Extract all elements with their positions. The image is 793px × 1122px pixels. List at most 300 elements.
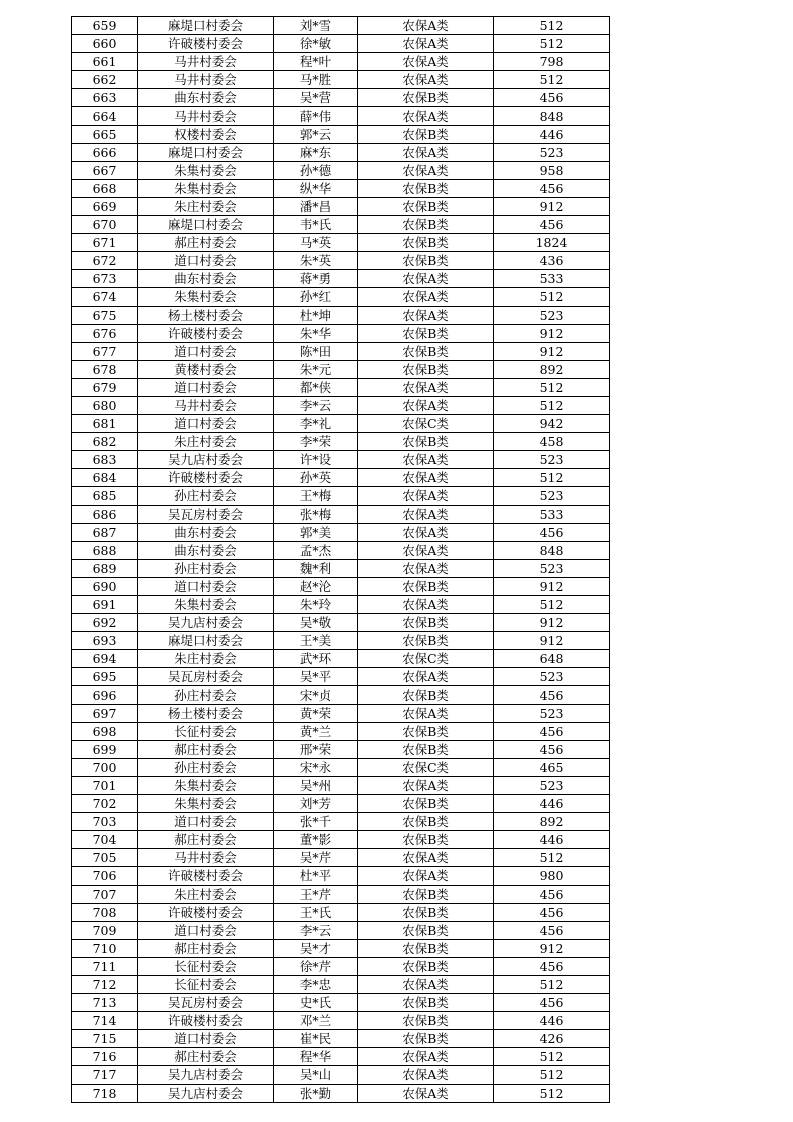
person-name-cell: 薛*伟 [274, 107, 358, 125]
person-name-cell: 董*影 [274, 831, 358, 849]
amount-cell: 458 [494, 433, 610, 451]
table-row [72, 975, 610, 993]
row-number-cell: 706 [72, 867, 138, 885]
insurance-category-cell: 农保A类 [358, 270, 494, 288]
person-name-cell: 纵*华 [274, 179, 358, 197]
village-committee-cell: 杨土楼村委会 [138, 704, 274, 722]
person-name-cell: 马*胜 [274, 71, 358, 89]
person-name-cell: 陈*田 [274, 342, 358, 360]
row-number-cell: 682 [72, 433, 138, 451]
table-row [72, 776, 610, 794]
person-name-cell: 李*荣 [274, 433, 358, 451]
row-number-cell: 703 [72, 813, 138, 831]
amount-cell: 512 [494, 975, 610, 993]
amount-cell: 512 [494, 849, 610, 867]
roster-table [71, 16, 610, 1103]
village-committee-cell: 杨土楼村委会 [138, 306, 274, 324]
person-name-cell: 孟*杰 [274, 541, 358, 559]
insurance-category-cell: 农保A类 [358, 1048, 494, 1066]
insurance-category-cell: 农保A类 [358, 396, 494, 414]
person-name-cell: 吴*州 [274, 776, 358, 794]
amount-cell: 456 [494, 686, 610, 704]
person-name-cell: 吴*山 [274, 1066, 358, 1084]
amount-cell: 512 [494, 35, 610, 53]
row-number-cell: 715 [72, 1030, 138, 1048]
insurance-category-cell: 农保A类 [358, 378, 494, 396]
table-row [72, 35, 610, 53]
insurance-category-cell: 农保A类 [358, 71, 494, 89]
person-name-cell: 张*千 [274, 813, 358, 831]
village-committee-cell: 朱庄村委会 [138, 433, 274, 451]
insurance-category-cell: 农保B类 [358, 885, 494, 903]
insurance-category-cell: 农保B类 [358, 1030, 494, 1048]
amount-cell: 446 [494, 125, 610, 143]
table-row [72, 324, 610, 342]
village-committee-cell: 郝庄村委会 [138, 831, 274, 849]
amount-cell: 512 [494, 469, 610, 487]
insurance-category-cell: 农保A类 [358, 469, 494, 487]
table-row [72, 523, 610, 541]
village-committee-cell: 吴瓦房村委会 [138, 668, 274, 686]
person-name-cell: 李*忠 [274, 975, 358, 993]
amount-cell: 512 [494, 396, 610, 414]
table-row [72, 487, 610, 505]
insurance-category-cell: 农保A类 [358, 596, 494, 614]
table-row [72, 632, 610, 650]
table-row [72, 1030, 610, 1048]
person-name-cell: 孙*红 [274, 288, 358, 306]
person-name-cell: 崔*民 [274, 1030, 358, 1048]
amount-cell: 912 [494, 197, 610, 215]
village-committee-cell: 马井村委会 [138, 53, 274, 71]
table-row [72, 288, 610, 306]
person-name-cell: 朱*元 [274, 360, 358, 378]
village-committee-cell: 马井村委会 [138, 71, 274, 89]
amount-cell: 456 [494, 179, 610, 197]
row-number-cell: 705 [72, 849, 138, 867]
amount-cell: 512 [494, 1048, 610, 1066]
person-name-cell: 王*芹 [274, 885, 358, 903]
row-number-cell: 709 [72, 921, 138, 939]
insurance-category-cell: 农保B类 [358, 89, 494, 107]
amount-cell: 456 [494, 89, 610, 107]
amount-cell: 523 [494, 559, 610, 577]
row-number-cell: 696 [72, 686, 138, 704]
person-name-cell: 李*云 [274, 396, 358, 414]
table-row [72, 704, 610, 722]
insurance-category-cell: 农保B类 [358, 1012, 494, 1030]
table-row [72, 1084, 610, 1102]
person-name-cell: 李*礼 [274, 415, 358, 433]
amount-cell: 958 [494, 161, 610, 179]
table-row [72, 867, 610, 885]
person-name-cell: 程*华 [274, 1048, 358, 1066]
village-committee-cell: 权楼村委会 [138, 125, 274, 143]
insurance-category-cell: 农保C类 [358, 758, 494, 776]
village-committee-cell: 吴九店村委会 [138, 1066, 274, 1084]
village-committee-cell: 孙庄村委会 [138, 487, 274, 505]
village-committee-cell: 朱集村委会 [138, 179, 274, 197]
insurance-category-cell: 农保B类 [358, 686, 494, 704]
row-number-cell: 688 [72, 541, 138, 559]
insurance-category-cell: 农保B类 [358, 197, 494, 215]
insurance-category-cell: 农保B类 [358, 360, 494, 378]
village-committee-cell: 孙庄村委会 [138, 559, 274, 577]
amount-cell: 446 [494, 831, 610, 849]
insurance-category-cell: 农保B类 [358, 324, 494, 342]
row-number-cell: 694 [72, 650, 138, 668]
person-name-cell: 王*美 [274, 632, 358, 650]
row-number-cell: 714 [72, 1012, 138, 1030]
row-number-cell: 674 [72, 288, 138, 306]
person-name-cell: 武*环 [274, 650, 358, 668]
roster-rows [72, 17, 610, 1103]
village-committee-cell: 长征村委会 [138, 957, 274, 975]
table-row [72, 885, 610, 903]
insurance-category-cell: 农保B类 [358, 921, 494, 939]
person-name-cell: 潘*昌 [274, 197, 358, 215]
amount-cell: 912 [494, 614, 610, 632]
person-name-cell: 王*梅 [274, 487, 358, 505]
person-name-cell: 王*氏 [274, 903, 358, 921]
table-row [72, 614, 610, 632]
row-number-cell: 680 [72, 396, 138, 414]
amount-cell: 465 [494, 758, 610, 776]
row-number-cell: 697 [72, 704, 138, 722]
amount-cell: 456 [494, 216, 610, 234]
person-name-cell: 朱*玲 [274, 596, 358, 614]
insurance-category-cell: 农保B类 [358, 342, 494, 360]
person-name-cell: 黄*兰 [274, 722, 358, 740]
insurance-category-cell: 农保A类 [358, 559, 494, 577]
amount-cell: 426 [494, 1030, 610, 1048]
insurance-category-cell: 农保A类 [358, 161, 494, 179]
village-committee-cell: 许破楼村委会 [138, 35, 274, 53]
person-name-cell: 李*云 [274, 921, 358, 939]
person-name-cell: 孙*德 [274, 161, 358, 179]
person-name-cell: 刘*芳 [274, 795, 358, 813]
person-name-cell: 韦*氏 [274, 216, 358, 234]
village-committee-cell: 道口村委会 [138, 813, 274, 831]
row-number-cell: 692 [72, 614, 138, 632]
village-committee-cell: 道口村委会 [138, 342, 274, 360]
row-number-cell: 670 [72, 216, 138, 234]
row-number-cell: 679 [72, 378, 138, 396]
insurance-category-cell: 农保A类 [358, 1066, 494, 1084]
table-row [72, 668, 610, 686]
insurance-category-cell: 农保C类 [358, 650, 494, 668]
amount-cell: 912 [494, 324, 610, 342]
village-committee-cell: 郝庄村委会 [138, 234, 274, 252]
amount-cell: 446 [494, 795, 610, 813]
amount-cell: 848 [494, 541, 610, 559]
person-name-cell: 郭*云 [274, 125, 358, 143]
insurance-category-cell: 农保B类 [358, 577, 494, 595]
table-row [72, 758, 610, 776]
amount-cell: 798 [494, 53, 610, 71]
person-name-cell: 马*英 [274, 234, 358, 252]
village-committee-cell: 许破楼村委会 [138, 1012, 274, 1030]
amount-cell: 523 [494, 306, 610, 324]
row-number-cell: 707 [72, 885, 138, 903]
table-row [72, 270, 610, 288]
amount-cell: 456 [494, 722, 610, 740]
table-row [72, 686, 610, 704]
row-number-cell: 685 [72, 487, 138, 505]
village-committee-cell: 朱庄村委会 [138, 197, 274, 215]
amount-cell: 912 [494, 632, 610, 650]
amount-cell: 456 [494, 921, 610, 939]
row-number-cell: 681 [72, 415, 138, 433]
amount-cell: 648 [494, 650, 610, 668]
person-name-cell: 吴*平 [274, 668, 358, 686]
insurance-category-cell: 农保B类 [358, 957, 494, 975]
village-committee-cell: 道口村委会 [138, 378, 274, 396]
table-row [72, 849, 610, 867]
row-number-cell: 708 [72, 903, 138, 921]
insurance-category-cell: 农保B类 [358, 795, 494, 813]
village-committee-cell: 朱集村委会 [138, 795, 274, 813]
amount-cell: 512 [494, 71, 610, 89]
person-name-cell: 徐*敏 [274, 35, 358, 53]
village-committee-cell: 朱集村委会 [138, 288, 274, 306]
table-row [72, 252, 610, 270]
insurance-category-cell: 农保B类 [358, 722, 494, 740]
village-committee-cell: 许破楼村委会 [138, 867, 274, 885]
row-number-cell: 700 [72, 758, 138, 776]
person-name-cell: 麻*东 [274, 143, 358, 161]
person-name-cell: 徐*芹 [274, 957, 358, 975]
table-row [72, 795, 610, 813]
row-number-cell: 672 [72, 252, 138, 270]
village-committee-cell: 道口村委会 [138, 577, 274, 595]
table-row [72, 831, 610, 849]
row-number-cell: 683 [72, 451, 138, 469]
village-committee-cell: 孙庄村委会 [138, 686, 274, 704]
village-committee-cell: 孙庄村委会 [138, 758, 274, 776]
amount-cell: 456 [494, 523, 610, 541]
amount-cell: 456 [494, 740, 610, 758]
amount-cell: 512 [494, 596, 610, 614]
amount-cell: 456 [494, 994, 610, 1012]
village-committee-cell: 曲东村委会 [138, 523, 274, 541]
table-row [72, 306, 610, 324]
amount-cell: 892 [494, 813, 610, 831]
person-name-cell: 孙*英 [274, 469, 358, 487]
insurance-category-cell: 农保A类 [358, 776, 494, 794]
row-number-cell: 710 [72, 939, 138, 957]
row-number-cell: 689 [72, 559, 138, 577]
person-name-cell: 赵*沦 [274, 577, 358, 595]
table-row [72, 234, 610, 252]
insurance-category-cell: 农保A类 [358, 523, 494, 541]
row-number-cell: 678 [72, 360, 138, 378]
amount-cell: 533 [494, 505, 610, 523]
row-number-cell: 667 [72, 161, 138, 179]
row-number-cell: 661 [72, 53, 138, 71]
village-committee-cell: 吴九店村委会 [138, 1084, 274, 1102]
row-number-cell: 666 [72, 143, 138, 161]
village-committee-cell: 郝庄村委会 [138, 740, 274, 758]
row-number-cell: 702 [72, 795, 138, 813]
person-name-cell: 史*氏 [274, 994, 358, 1012]
table-row [72, 596, 610, 614]
amount-cell: 848 [494, 107, 610, 125]
amount-cell: 512 [494, 1084, 610, 1102]
person-name-cell: 吴*敬 [274, 614, 358, 632]
amount-cell: 512 [494, 17, 610, 35]
table-row [72, 17, 610, 35]
table-row [72, 559, 610, 577]
village-committee-cell: 马井村委会 [138, 849, 274, 867]
person-name-cell: 宋*永 [274, 758, 358, 776]
insurance-category-cell: 农保B类 [358, 216, 494, 234]
person-name-cell: 宋*贞 [274, 686, 358, 704]
village-committee-cell: 朱集村委会 [138, 596, 274, 614]
person-name-cell: 杜*平 [274, 867, 358, 885]
table-row [72, 53, 610, 71]
village-committee-cell: 吴九店村委会 [138, 614, 274, 632]
row-number-cell: 717 [72, 1066, 138, 1084]
person-name-cell: 邢*荣 [274, 740, 358, 758]
table-row [72, 415, 610, 433]
insurance-category-cell: 农保A类 [358, 487, 494, 505]
amount-cell: 456 [494, 885, 610, 903]
amount-cell: 523 [494, 704, 610, 722]
amount-cell: 523 [494, 451, 610, 469]
insurance-category-cell: 农保B类 [358, 614, 494, 632]
village-committee-cell: 朱集村委会 [138, 161, 274, 179]
village-committee-cell: 道口村委会 [138, 1030, 274, 1048]
person-name-cell: 郭*美 [274, 523, 358, 541]
person-name-cell: 黄*荣 [274, 704, 358, 722]
table-row [72, 577, 610, 595]
row-number-cell: 665 [72, 125, 138, 143]
person-name-cell: 吴*才 [274, 939, 358, 957]
insurance-category-cell: 农保A类 [358, 704, 494, 722]
insurance-category-cell: 农保A类 [358, 306, 494, 324]
row-number-cell: 704 [72, 831, 138, 849]
person-name-cell: 张*梅 [274, 505, 358, 523]
table-row [72, 378, 610, 396]
village-committee-cell: 吴瓦房村委会 [138, 505, 274, 523]
amount-cell: 456 [494, 957, 610, 975]
table-row [72, 360, 610, 378]
amount-cell: 512 [494, 1066, 610, 1084]
village-committee-cell: 麻堤口村委会 [138, 632, 274, 650]
row-number-cell: 698 [72, 722, 138, 740]
insurance-category-cell: 农保A类 [358, 143, 494, 161]
insurance-category-cell: 农保A类 [358, 17, 494, 35]
insurance-category-cell: 农保C类 [358, 415, 494, 433]
person-name-cell: 吴*芹 [274, 849, 358, 867]
amount-cell: 912 [494, 939, 610, 957]
village-committee-cell: 麻堤口村委会 [138, 143, 274, 161]
amount-cell: 533 [494, 270, 610, 288]
table-row [72, 161, 610, 179]
table-row [72, 71, 610, 89]
village-committee-cell: 麻堤口村委会 [138, 216, 274, 234]
insurance-category-cell: 农保A类 [358, 975, 494, 993]
person-name-cell: 朱*英 [274, 252, 358, 270]
insurance-category-cell: 农保B类 [358, 632, 494, 650]
person-name-cell: 程*叶 [274, 53, 358, 71]
row-number-cell: 684 [72, 469, 138, 487]
row-number-cell: 673 [72, 270, 138, 288]
table-row [72, 957, 610, 975]
village-committee-cell: 长征村委会 [138, 975, 274, 993]
village-committee-cell: 吴九店村委会 [138, 451, 274, 469]
row-number-cell: 699 [72, 740, 138, 758]
row-number-cell: 676 [72, 324, 138, 342]
village-committee-cell: 吴瓦房村委会 [138, 994, 274, 1012]
row-number-cell: 677 [72, 342, 138, 360]
person-name-cell: 蒋*勇 [274, 270, 358, 288]
row-number-cell: 701 [72, 776, 138, 794]
person-name-cell: 邓*兰 [274, 1012, 358, 1030]
row-number-cell: 671 [72, 234, 138, 252]
amount-cell: 912 [494, 577, 610, 595]
table-row [72, 179, 610, 197]
table-row [72, 903, 610, 921]
village-committee-cell: 道口村委会 [138, 415, 274, 433]
village-committee-cell: 曲东村委会 [138, 541, 274, 559]
insurance-category-cell: 农保A类 [358, 668, 494, 686]
village-committee-cell: 郝庄村委会 [138, 939, 274, 957]
amount-cell: 446 [494, 1012, 610, 1030]
table-row [72, 722, 610, 740]
amount-cell: 942 [494, 415, 610, 433]
insurance-category-cell: 农保A类 [358, 53, 494, 71]
person-name-cell: 吴*营 [274, 89, 358, 107]
table-row [72, 433, 610, 451]
insurance-category-cell: 农保B类 [358, 125, 494, 143]
insurance-category-cell: 农保B类 [358, 234, 494, 252]
amount-cell: 436 [494, 252, 610, 270]
table-row [72, 107, 610, 125]
person-name-cell: 张*勤 [274, 1084, 358, 1102]
person-name-cell: 朱*华 [274, 324, 358, 342]
row-number-cell: 675 [72, 306, 138, 324]
row-number-cell: 712 [72, 975, 138, 993]
village-committee-cell: 麻堤口村委会 [138, 17, 274, 35]
insurance-category-cell: 农保A类 [358, 288, 494, 306]
row-number-cell: 690 [72, 577, 138, 595]
amount-cell: 912 [494, 342, 610, 360]
row-number-cell: 716 [72, 1048, 138, 1066]
table-row [72, 939, 610, 957]
row-number-cell: 687 [72, 523, 138, 541]
amount-cell: 512 [494, 378, 610, 396]
insurance-category-cell: 农保A类 [358, 541, 494, 559]
village-committee-cell: 郝庄村委会 [138, 1048, 274, 1066]
table-row [72, 541, 610, 559]
amount-cell: 523 [494, 143, 610, 161]
person-name-cell: 魏*利 [274, 559, 358, 577]
village-committee-cell: 曲东村委会 [138, 89, 274, 107]
row-number-cell: 691 [72, 596, 138, 614]
table-row [72, 125, 610, 143]
row-number-cell: 669 [72, 197, 138, 215]
row-number-cell: 668 [72, 179, 138, 197]
village-committee-cell: 马井村委会 [138, 107, 274, 125]
amount-cell: 523 [494, 668, 610, 686]
insurance-category-cell: 农保B类 [358, 994, 494, 1012]
amount-cell: 523 [494, 487, 610, 505]
insurance-category-cell: 农保A类 [358, 1084, 494, 1102]
insurance-category-cell: 农保A类 [358, 505, 494, 523]
village-committee-cell: 许破楼村委会 [138, 469, 274, 487]
